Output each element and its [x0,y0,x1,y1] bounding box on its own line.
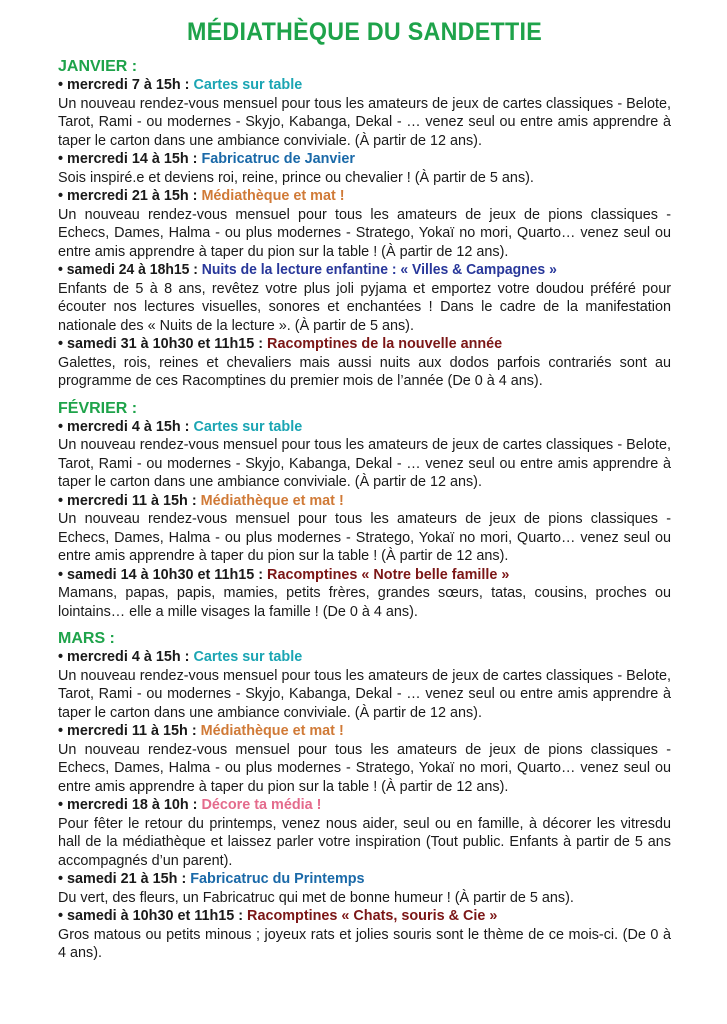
event-date: mercredi 18 à 10h : [67,797,198,813]
event-item [58,187,671,261]
event-title: Cartes sur table [193,649,303,665]
event-description: Un nouveau rendez-vous mensuel pour tous les amateurs de jeux de pions classiques - Echecs, Dames, Halma - ou plus modernes - Stratego, Yokaï no mori, Quarto… venez seul ou entre amis apprendre à taper du pion sur la table ! (À partir de 12 ans). [58,206,671,260]
event-header [58,492,671,511]
event-description: Un nouveau rendez-vous mensuel pour tous les amateurs de jeux de cartes classiques - Belote, Tarot, Rami - ou modernes - Skyjo, Kabanga, Dekal - … venez seul ou entre amis apprendre à taper le carton dans une ambiance conviviale. (À partir de 12 ans). [58,437,671,490]
event-title: Cartes sur table [193,77,303,93]
event-description: Enfants de 5 à 8 ans, revêtez votre plus joli pyjama et emportez votre doudou préféré pour écouter nos lectures visuelles, sonores et enchantées ! Dans le cadre de la manifestation nationale des « Nuits de la lecture ». (À partir de 5 ans). [58,280,671,334]
event-title: Racomptines « Notre belle famille » [267,566,510,583]
event-header [58,418,671,437]
bullet: • [58,77,64,93]
bullet: • [58,188,64,204]
event-item [58,870,671,907]
event-title: Racomptines « Chats, souris & Cie » [247,908,498,924]
month-section-mars [58,630,671,963]
event-header [58,261,671,280]
event-title: Cartes sur table [193,418,303,435]
event-item [58,261,671,335]
event-header [58,796,671,815]
event-date: mercredi 11 à 15h : [67,492,197,509]
page-title: MÉDIATHÈQUE DU SANDETTIE [186,18,543,46]
month-section-janvier [58,58,671,391]
bullet: • [58,566,64,583]
event-header [58,648,671,667]
bullet: • [58,908,64,924]
event-date: mercredi 21 à 15h : [67,188,198,204]
bullet: • [58,262,63,278]
event-description: Pour fêter le retour du printemps, venez nous aider, seul ou en famille, à décorer les vitresdu hall de la médiathèque et laissez parler votre inspiration (Tout public. Enfants à partir de 5 ans accompagnés d’un parent). [58,815,671,869]
event-title: Nuits de la lecture enfantine : « Villes & Campagnes » [201,262,557,278]
event-description: Un nouveau rendez-vous mensuel pour tous les amateurs de jeux de cartes classiques - Belote, Tarot, Rami - ou modernes - Skyjo, Kabanga, Dekal - … venez seul ou entre amis apprendre à taper le carton dans une ambiance conviviale. (À partir de 12 ans). [58,95,671,149]
event-item [58,150,671,187]
bullet: • [58,797,64,813]
event-date: samedi 31 à 10h30 et 11h15 : [67,336,264,352]
month-heading: FÉVRIER : [58,399,138,417]
bullet: • [58,649,64,665]
event-date: samedi 14 à 10h30 et 11h15 : [67,566,264,583]
event-title: Décore ta média ! [201,797,322,813]
event-title: Médiathèque et mat ! [200,723,344,739]
event-date: samedi 21 à 15h : [67,871,187,887]
event-header [58,187,671,206]
event-header [58,76,671,95]
month-heading: JANVIER : [58,58,138,75]
event-date: mercredi 7 à 15h : [67,77,190,93]
event-description: Sois inspiré.e et deviens roi, reine, prince ou chevalier ! (À partir de 5 ans). [58,169,534,186]
event-title: Médiathèque et mat ! [200,492,344,509]
event-description: Du vert, des fleurs, un Fabricatruc qui met de bonne humeur ! (À partir de 5 ans). [58,889,574,906]
event-description: Un nouveau rendez-vous mensuel pour tous les amateurs de jeux de pions classiques - Echecs, Dames, Halma - ou plus modernes - Stratego, Yokaï no mori, Quarto… venez seul ou entre amis apprendre à taper du pion sur la table ! (À partir de 12 ans). [58,511,671,564]
event-item [58,648,671,722]
bullet: • [58,871,64,887]
event-item [58,566,671,622]
event-title: Fabricatruc de Janvier [201,151,356,167]
event-item [58,722,671,796]
event-item [58,76,671,150]
event-header [58,150,671,169]
event-header-line [58,261,557,280]
event-item [58,796,671,870]
event-description: Gros matous ou petits minous ; joyeux rats et jolies souris sont le thème de ce mois-ci. (De 0 à 4 ans). [58,926,671,961]
event-header [58,722,671,741]
bullet: • [58,492,64,509]
event-header [58,566,671,585]
event-date: mercredi 14 à 15h : [67,151,198,167]
event-title: Médiathèque et mat ! [201,188,345,204]
month-section-fevrier [58,400,671,622]
event-date: mercredi 11 à 15h : [67,723,197,739]
event-item [58,418,671,492]
bullet: • [58,336,64,352]
event-date: mercredi 4 à 15h : [67,649,190,665]
event-header [58,907,671,926]
event-description: Galettes, rois, reines et chevaliers mais aussi nuits aux dodos parfois contrariés sont au programme de ces Racomptines du premier mois de l’année (De 0 à 4 ans). [58,354,671,389]
event-title: Fabricatruc du Printemps [190,871,365,887]
event-description: Un nouveau rendez-vous mensuel pour tous les amateurs de jeux de cartes classiques - Belote, Tarot, Rami - ou modernes - Skyjo, Kabanga, Dekal - … venez seul ou entre amis apprendre à taper le carton dans une ambiance conviviale. (À partir de 12 ans). [58,667,671,721]
event-date: mercredi 4 à 15h : [67,418,190,435]
event-header [58,870,671,889]
event-date: samedi à 10h30 et 11h15 : [67,908,244,924]
event-item [58,492,671,566]
event-description: Un nouveau rendez-vous mensuel pour tous les amateurs de jeux de pions classiques - Echecs, Dames, Halma - ou plus modernes - Stratego, Yokaï no mori, Quarto… venez seul ou entre amis apprendre à taper du pion sur la table ! (À partir de 12 ans). [58,741,671,795]
event-header [58,335,671,354]
bullet: • [58,418,64,435]
bullet: • [58,151,64,167]
bullet: • [58,723,64,739]
event-item [58,335,671,391]
event-title: Racomptines de la nouvelle année [267,336,503,352]
event-item [58,907,671,963]
event-date: samedi 24 à 18h15 : [66,262,198,278]
month-heading: MARS : [58,630,115,647]
event-description: Mamans, papas, papis, mamies, petits frères, grandes sœurs, tatas, cousins, proches ou lointains… elle a mille visages la famille ! (De 0 à 4 ans). [58,585,671,620]
